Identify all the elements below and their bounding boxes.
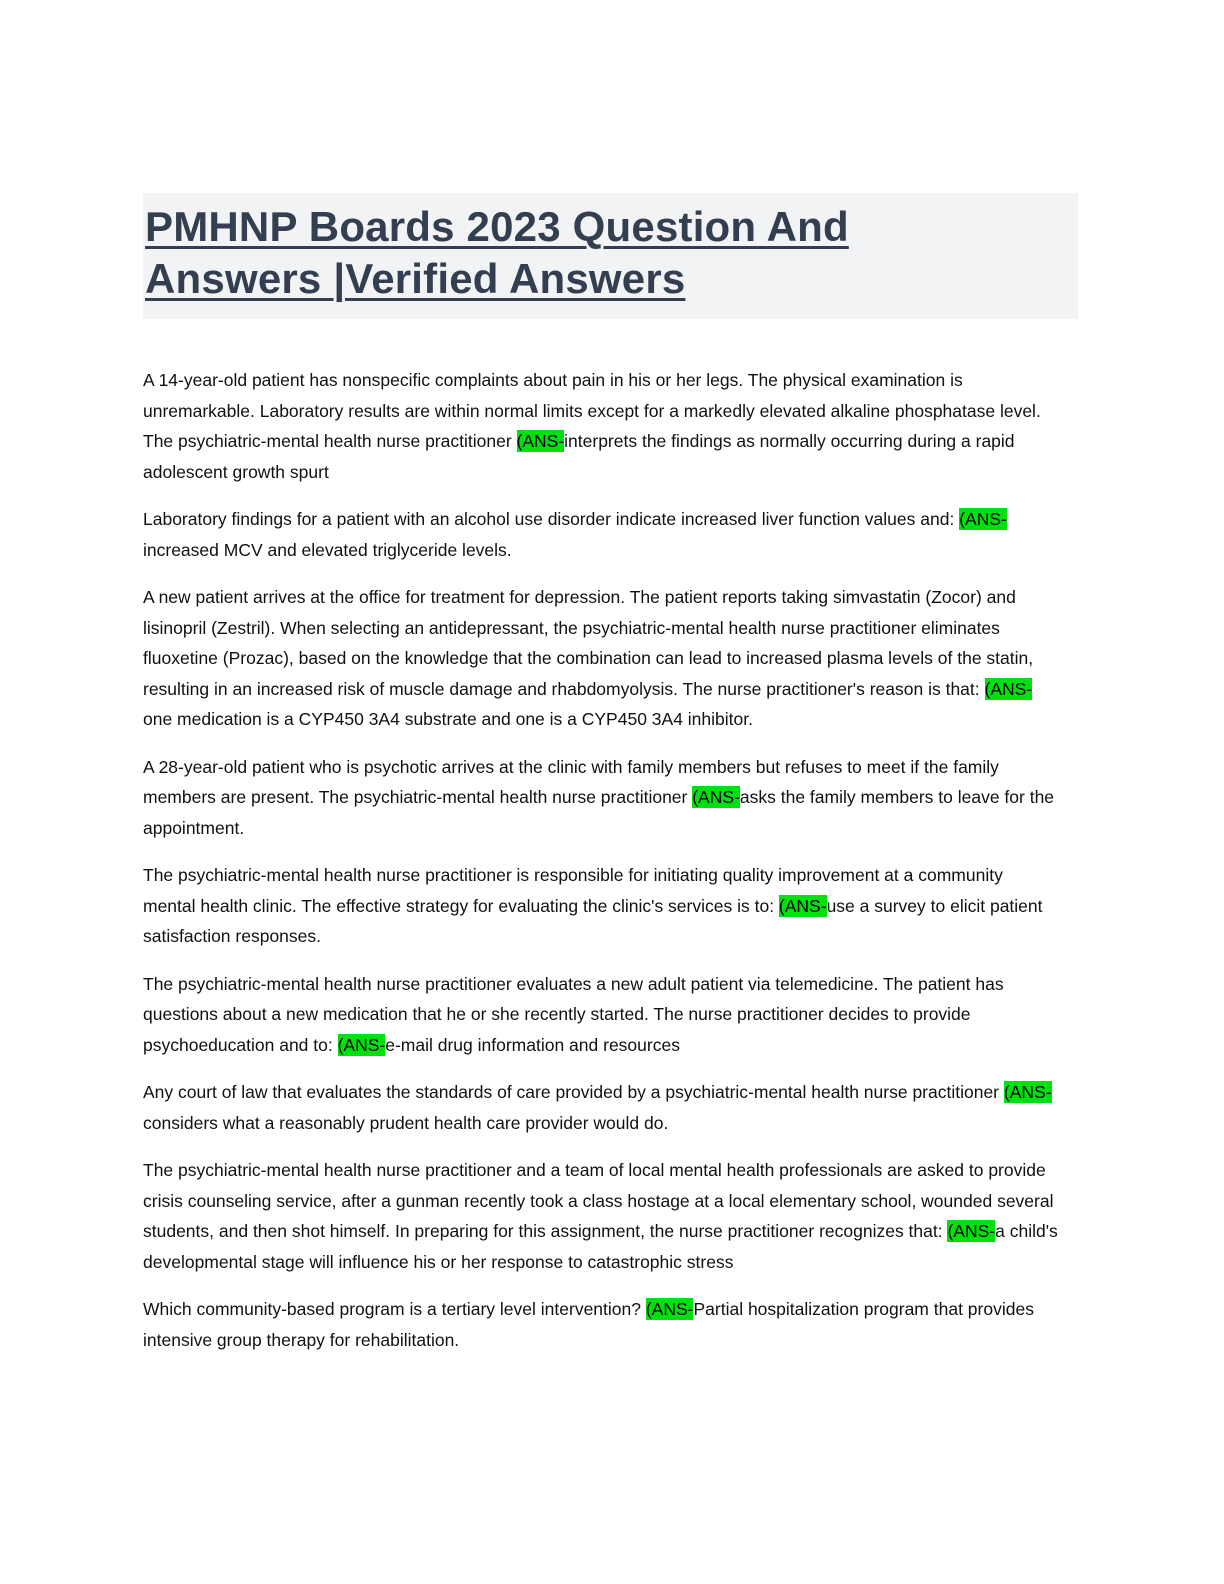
qa-paragraph: [143, 860, 1060, 952]
answer-text: increased MCV and elevated triglyceride levels.: [143, 539, 512, 560]
document-title-line-2: Answers |Verified Answers: [145, 255, 686, 302]
answer-highlight: (ANS-: [516, 431, 565, 451]
question-text: Laboratory findings for a patient with an alcohol use disorder indicate increased liver function values and:: [143, 509, 960, 529]
answer-text: interprets the findings as normally occurring during a rapid adolescent growth spurt: [143, 431, 1015, 482]
question-text: The psychiatric-mental health nurse practitioner evaluates a new adult patient via telemedicine. The patient has questions about a new medication that he or she recently started. The nurse practitioner decides to provide psychoeducation and to:: [143, 973, 1004, 1055]
question-text: The psychiatric-mental health nurse practitioner and a team of local mental health professionals are asked to provide crisis counseling service, after a gunman recently took a class hostage at a local elementary school, wounded several students, and then shot himself. In preparing for this assignment, the nurse practitioner recognizes that:: [143, 1160, 1054, 1241]
question-text: A 28-year-old patient who is psychotic arrives at the clinic with family members but refuses to meet if the family members are present. The psychiatric-mental health nurse practitioner: [143, 756, 999, 807]
document-body: [143, 365, 1060, 1355]
question-text: Any court of law that evaluates the standards of care provided by a psychiatric-mental health nurse practitioner: [143, 1082, 1004, 1102]
qa-paragraph: [143, 365, 1060, 487]
answer-text: asks the family members to leave for the appointment.: [143, 787, 1055, 838]
answer-highlight: (ANS-: [959, 509, 1007, 529]
qa-paragraph: [143, 1077, 1060, 1138]
question-text: Which community-based program is a tertiary level intervention?: [143, 1299, 646, 1319]
qa-paragraph: [143, 504, 1060, 565]
qa-paragraph: [143, 1294, 1060, 1355]
answer-highlight: (ANS-: [984, 678, 1033, 699]
answer-text: use a survey to elicit patient satisfaction responses.: [143, 895, 1043, 946]
qa-paragraph: [143, 582, 1060, 735]
qa-paragraph: [143, 752, 1060, 844]
qa-paragraph: [143, 969, 1060, 1061]
answer-highlight: (ANS-: [692, 787, 740, 807]
answer-text: one medication is a CYP450 3A4 substrate and one is a CYP450 3A4 inhibitor.: [143, 709, 753, 729]
question-text: A 14-year-old patient has nonspecific complaints about pain in his or her legs. The physical examination is unremarkable. Laboratory results are within normal limits except for a markedly elevated alkaline phosphatase level. The psychiatric-mental health nurse practitioner: [143, 370, 1041, 451]
answer-highlight: (ANS-: [947, 1221, 996, 1241]
answer-text: considers what a reasonably prudent health care provider would do.: [143, 1112, 669, 1133]
answer-highlight: (ANS-: [337, 1034, 386, 1055]
question-text: The psychiatric-mental health nurse practitioner is responsible for initiating quality improvement at a community mental health clinic. The effective strategy for evaluating the clinic's services is to:: [143, 865, 1003, 916]
document-title-line-1: PMHNP Boards 2023 Question And: [145, 203, 849, 250]
answer-text: Partial hospitalization program that provides intensive group therapy for rehabilitation.: [143, 1299, 1034, 1350]
answer-highlight: (ANS-: [778, 895, 827, 916]
answer-text: e-mail drug information and resources: [385, 1034, 680, 1055]
question-text: A new patient arrives at the office for treatment for depression. The patient reports taking simvastatin (Zocor) and lisinopril (Zestril). When selecting an antidepressant, the psychiatric-mental health nurse practitioner eliminates fluoxetine (Prozac), based on the knowledge that the combination can lead to increased plasma levels of the statin, resulting in an increased risk of muscle damage and rhabdomyolysis. The nurse practitioner's reason is that:: [143, 587, 1034, 699]
document-title-block: [143, 193, 1078, 319]
qa-paragraph: [143, 1155, 1060, 1277]
answer-highlight: (ANS-: [645, 1299, 694, 1319]
answer-highlight: (ANS-: [1003, 1082, 1052, 1102]
answer-text: a child's developmental stage will influence his or her response to catastrophic stress: [143, 1221, 1058, 1272]
